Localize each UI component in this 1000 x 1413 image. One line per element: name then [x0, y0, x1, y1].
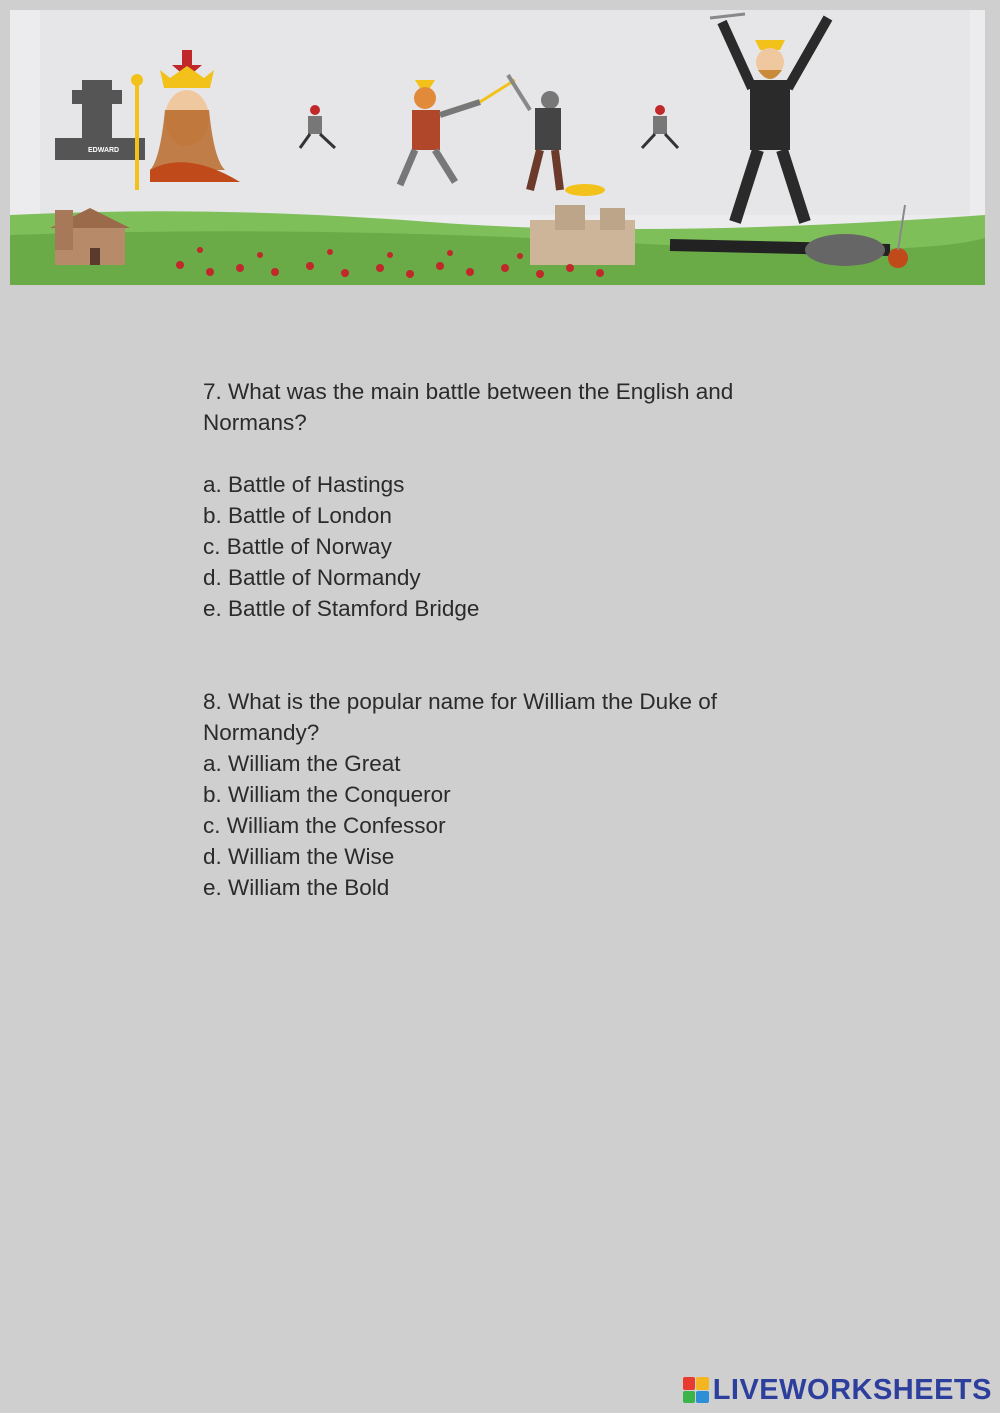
- banner-illustration: [10, 10, 985, 285]
- liveworksheets-logo-icon: [683, 1377, 709, 1403]
- answer-option[interactable]: b. Battle of London: [203, 503, 392, 528]
- answer-option[interactable]: c. William the Confessor: [203, 813, 446, 838]
- question-7: [203, 376, 843, 624]
- answer-option[interactable]: b. William the Conqueror: [203, 782, 451, 807]
- liveworksheets-brand: [683, 1373, 992, 1407]
- question-prompt: 7. What was the main battle between the English and: [203, 379, 734, 404]
- question-prompt: Normandy?: [203, 720, 320, 745]
- battle-scene-illustration: [10, 10, 985, 285]
- answer-option[interactable]: a. Battle of Hastings: [203, 472, 405, 497]
- answer-option[interactable]: c. Battle of Norway: [203, 534, 392, 559]
- tombstone-label: EDWARD: [88, 147, 120, 154]
- answer-option[interactable]: e. William the Bold: [203, 875, 390, 900]
- question-prompt: 8. What is the popular name for William the Duke of: [203, 689, 717, 714]
- question-8: [203, 686, 843, 903]
- question-prompt: Normans?: [203, 410, 307, 435]
- answer-option[interactable]: d. Battle of Normandy: [203, 565, 421, 590]
- answer-option[interactable]: d. William the Wise: [203, 844, 395, 869]
- brand-name: LIVEWORKSHEETS: [712, 1373, 992, 1406]
- quiz-content: [203, 376, 843, 903]
- answer-option[interactable]: e. Battle of Stamford Bridge: [203, 596, 480, 621]
- answer-option[interactable]: a. William the Great: [203, 751, 401, 776]
